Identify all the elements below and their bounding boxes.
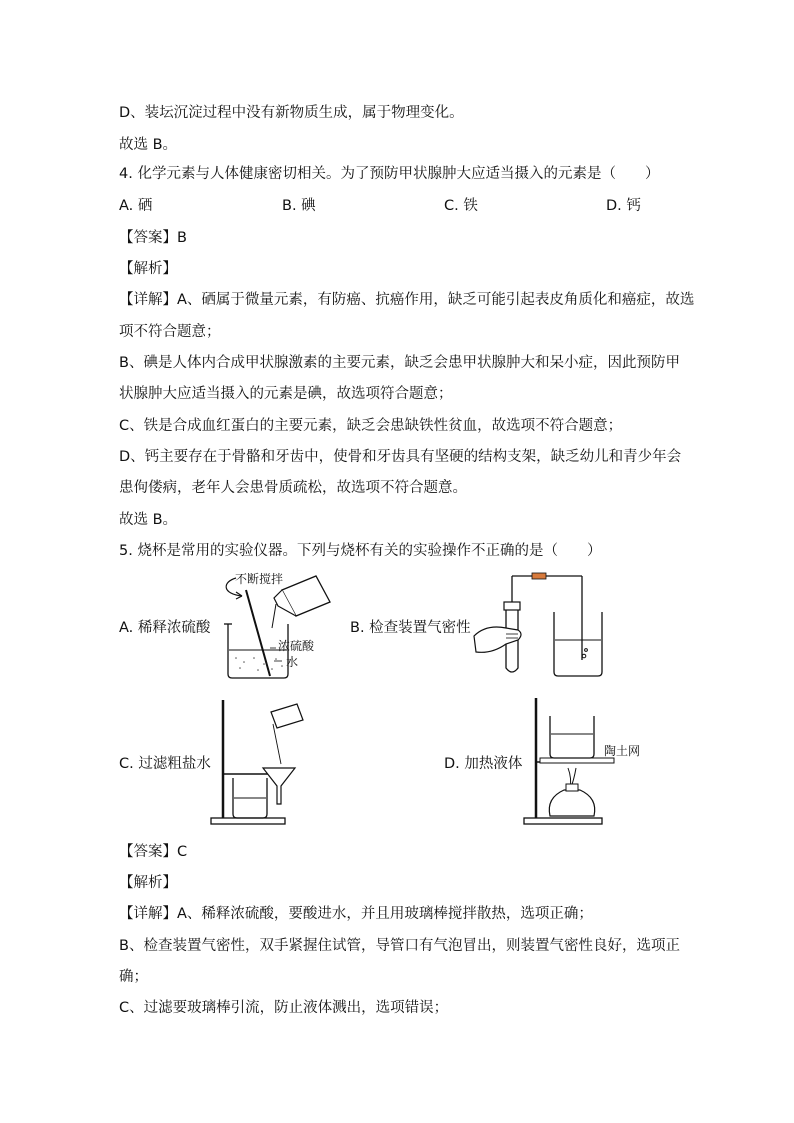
label-water: 水 (286, 655, 299, 669)
q5-option-d-label: D. 加热液体 (444, 756, 523, 772)
q4-detail-a-line1: 【详解】A、硒属于微量元素，有防癌、抗癌作用，缺乏可能引起表皮角质化和癌症，故选 (119, 292, 695, 308)
label-stir-continuously: 不断搅拌 (235, 572, 284, 586)
q4-option-b: B. 碘 (282, 198, 316, 214)
q4-detail-a-line2: 项不符合题意； (119, 324, 221, 340)
q5-detail-b-line2: 确； (119, 969, 148, 985)
q4-detail-b-line2: 状腺肿大应适当摄入的元素是碘，故选项符合题意； (119, 386, 453, 402)
q4-detail-d-line2: 患佝偻病，老年人会患骨质疏松，故选项不符合题意。 (119, 480, 467, 496)
q4-choose-line: 故选 B。 (119, 512, 178, 528)
q5-detail-c: C、过滤要玻璃棒引流，防止液体溅出，选项错误； (119, 1000, 449, 1016)
q5-detail-a: 【详解】A、稀释浓硫酸，要酸进水，并且用玻璃棒搅拌散热，选项正确； (119, 906, 593, 922)
q5-option-b-label: B. 检查装置气密性 (350, 620, 471, 636)
figure-airtightness-check (466, 568, 606, 683)
figure-filtration (205, 694, 325, 829)
label-ceramic-gauze: 陶土网 (604, 744, 641, 758)
q4-option-a: A. 硒 (119, 198, 153, 214)
q5-analysis-heading: 【解析】 (119, 875, 177, 891)
prev-option-d-explanation: D、装坛沉淀过程中没有新物质生成，属于物理变化。 (119, 105, 464, 121)
q4-analysis-heading: 【解析】 (119, 261, 177, 277)
q4-detail-c: C、铁是合成血红蛋白的主要元素，缺乏会患缺铁性贫血，故选项不符合题意； (119, 418, 623, 434)
q4-option-c: C. 铁 (444, 198, 478, 214)
label-concentrated-acid: 浓硫酸 (278, 639, 315, 653)
q5-option-c-label: C. 过滤粗盐水 (119, 756, 211, 772)
q5-stem: 5. 烧杯是常用的实验仪器。下列与烧杯有关的实验操作不正确的是（ ） (119, 543, 602, 559)
q5-option-a-label: A. 稀释浓硫酸 (119, 620, 211, 636)
q4-option-d: D. 钙 (606, 198, 641, 214)
prev-choose-line: 故选 B。 (119, 137, 178, 153)
q4-answer: 【答案】B (119, 230, 187, 246)
q4-stem: 4. 化学元素与人体健康密切相关。为了预防甲状腺肿大应适当摄入的元素是（ ） (119, 166, 660, 182)
q5-detail-b-line1: B、检查装置气密性，双手紧握住试管，导管口有气泡冒出，则装置气密性良好，选项正 (119, 938, 680, 954)
q5-answer: 【答案】C (119, 844, 188, 860)
q4-detail-b-line1: B、碘是人体内合成甲状腺激素的主要元素，缺乏会患甲状腺肿大和呆小症，因此预防甲 (119, 355, 680, 371)
figure-heating-liquid (520, 694, 630, 829)
q4-detail-d-line1: D、钙主要存在于骨骼和牙齿中，使骨和牙齿具有坚硬的结构支架，缺乏幼儿和青少年会 (119, 449, 682, 465)
